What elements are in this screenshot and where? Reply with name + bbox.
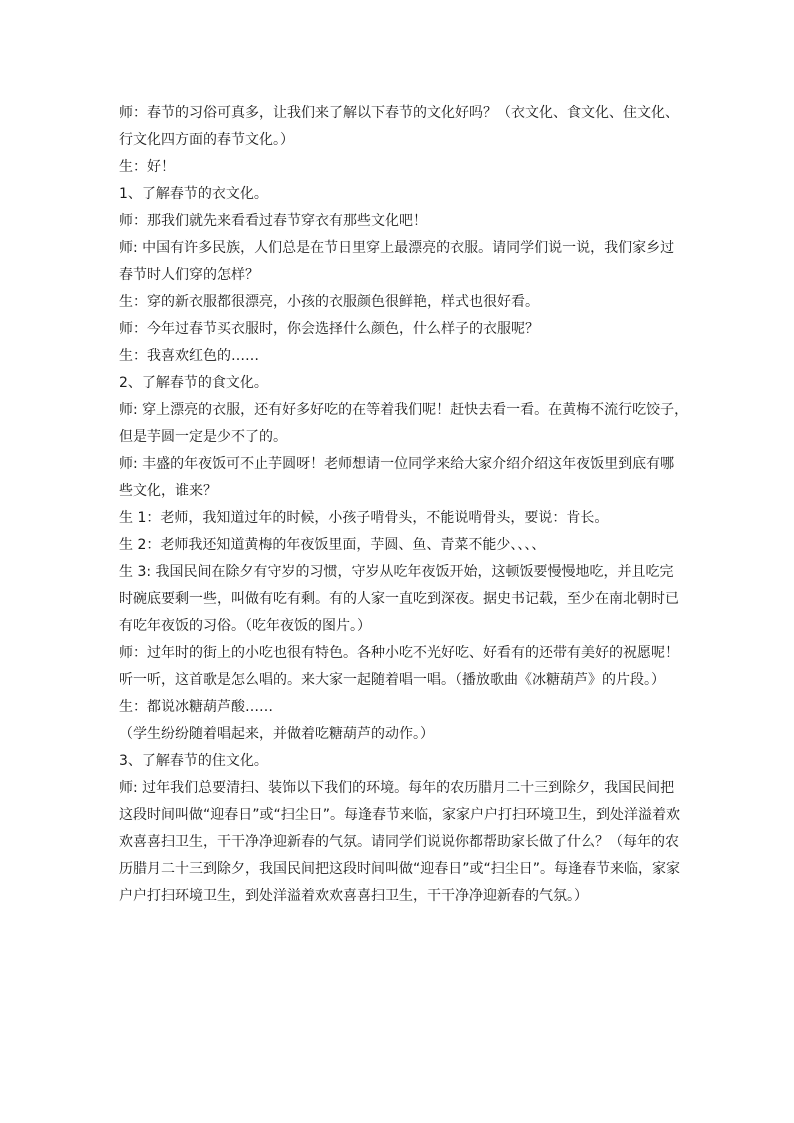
text-line: 时碗底要剩一些，叫做有吃有剩。有的人家一直吃到深夜。据史书记载，至少在南北朝时已 — [119, 591, 679, 607]
text-line: 师：今年过春节买衣服时，你会选择什么颜色，什么样子的衣服呢？ — [119, 321, 539, 337]
text-line: 师：那我们就先来看看过春节穿衣有那些文化吧！ — [119, 213, 427, 229]
text-line: 但是芋圆一定是少不了的。 — [119, 429, 287, 445]
text-line: 生：穿的新衣服都很漂亮，小孩的衣服颜色很鲜艳，样式也很好看。 — [119, 294, 539, 310]
text-line: 生：我喜欢红色的…… — [119, 348, 259, 364]
text-line: 历腊月二十三到除夕，我国民间把这段时间叫做“迎春日”或“扫尘日”。每逢春节来临，家家 — [119, 861, 681, 877]
text-line: （学生纷纷随着唱起来，并做着吃糖葫芦的动作。） — [119, 726, 434, 742]
text-line: 师：春节的习俗可真多，让我们来了解以下春节的文化好吗？（衣文化、食文化、住文化、 — [119, 105, 679, 121]
text-line: 生 1：老师，我知道过年的时候，小孩子啃骨头，不能说啃骨头，要说：肯长。 — [119, 510, 609, 526]
text-line: 师: 穿上漂亮的衣服，还有好多好吃的在等着我们呢！赶快去看一看。在黄梅不流行吃饺子， — [119, 402, 689, 418]
text-line: 生 2：老师我还知道黄梅的年夜饭里面，芋圆、鱼、青菜不能少、、、、 — [119, 537, 546, 553]
section-heading: 3、了解春节的住文化。 — [119, 753, 268, 769]
text-line: 师: 过年我们总要清扫、装饰以下我们的环境。每年的农历腊月二十三到除夕，我国民间把 — [119, 780, 675, 796]
text-line: 这段时间叫做“迎春日”或“扫尘日”。每逢春节来临，家家户户打扫环境卫生，到处洋溢着欢 — [119, 807, 681, 823]
section-heading: 1、了解春节的衣文化。 — [119, 186, 268, 202]
text-line: 春节时人们穿的怎样？ — [119, 267, 259, 283]
section-heading: 2、了解春节的食文化。 — [119, 375, 268, 391]
text-line: 听一听，这首歌是怎么唱的。来大家一起随着唱一唱。（播放歌曲《冰糖葫芦》的片段。） — [119, 672, 665, 688]
text-line: 些文化，谁来？ — [119, 483, 217, 499]
text-line: 师: 丰盛的年夜饭可不止芋圆呀！老师想请一位同学来给大家介绍介绍这年夜饭里到底有哪 — [119, 456, 675, 472]
text-line: 师：过年时的街上的小吃也很有特色。各种小吃不光好吃、好看有的还带有美好的祝愿呢！ — [119, 645, 679, 661]
text-line: 有吃年夜饭的习俗。（吃年夜饭的图片。） — [119, 618, 371, 634]
text-line: 生：都说冰糖葫芦酸…… — [119, 699, 273, 715]
text-line: 生：好！ — [119, 159, 175, 175]
text-line: 师: 中国有许多民族，人们总是在节日里穿上最漂亮的衣服。请同学们说一说，我们家乡过 — [119, 240, 675, 256]
text-line: 户户打扫环境卫生，到处洋溢着欢欢喜喜扫卫生，干干净净迎新春的气氛。） — [119, 888, 588, 904]
text-line: 生 3: 我国民间在除夕有守岁的习惯，守岁从吃年夜饭开始，这顿饭要慢慢地吃，并且吃完 — [119, 564, 674, 580]
text-line: 欢喜喜扫卫生，干干净净迎新春的气氛。请同学们说说你都帮助家长做了什么？（每年的农 — [119, 834, 679, 850]
text-line: 行文化四方面的春节文化。） — [119, 132, 294, 148]
document-body — [119, 100, 689, 910]
